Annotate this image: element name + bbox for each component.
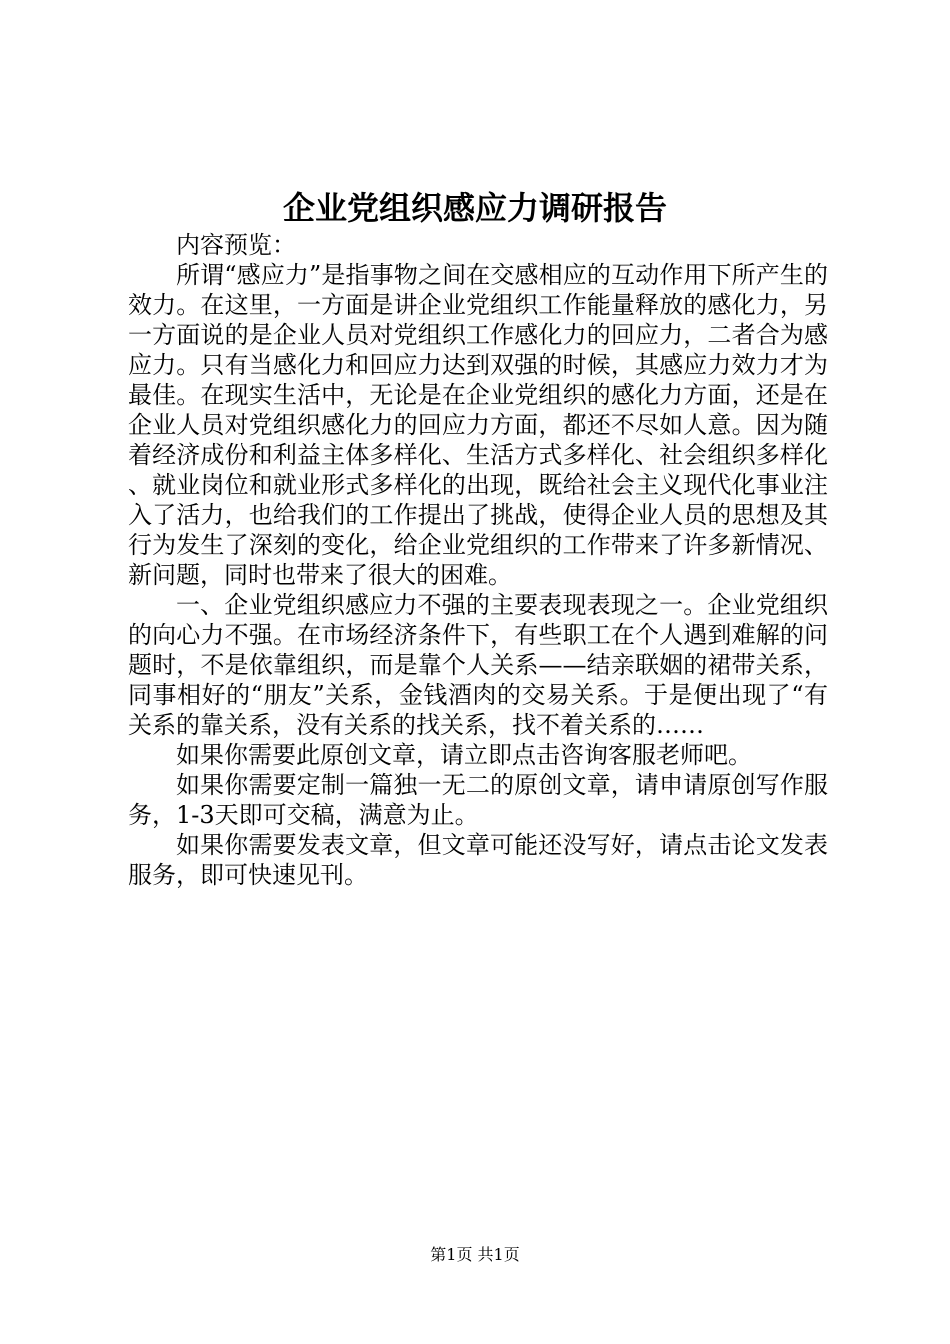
publishing-service-notice: 如果你需要发表文章，但文章可能还没写好，请点击论文发表服务，即可快速见刊。 [128, 831, 828, 889]
custom-writing-notice: 如果你需要定制一篇独一无二的原创文章，请申请原创写作服务，1-3天即可交稿，满意为止。 [128, 771, 828, 829]
preview-label: 内容预览： [176, 231, 296, 259]
page-footer: 第1页 共1页 [430, 1245, 520, 1264]
document-body [128, 230, 828, 890]
intro-paragraph: 所谓“感应力”是指事物之间在交感相应的互动作用下所产生的效力。在这里，一方面是讲企业党组织工作能量释放的感化力，另一方面说的是企业人员对党组织工作感化力的回应力，二者合为感应力。只有当感化力和回应力达到双强的时候，其感应力效力才为最佳。在现实生活中，无论是在企业党组织的感化力方面，还是在企业人员对党组织感化力的回应力方面，都还不尽如人意。因为随着经济成份和利益主体多样化、生活方式多样化、社会组织多样化、就业岗位和就业形式多样化的出现，既给社会主义现代化事业注入了活力，也给我们的工作提出了挑战，使得企业人员的思想及其行为发生了深刻的变化，给企业党组织的工作带来了许多新情况、新问题，同时也带来了很大的困难。 [128, 261, 828, 589]
original-article-notice: 如果你需要此原创文章，请立即点击咨询客服老师吧。 [176, 741, 752, 769]
document-title: 企业党组织感应力调研报告 [282, 189, 667, 227]
section-one-paragraph: 一、企业党组织感应力不强的主要表现表现之一。企业党组织的向心力不强。在市场经济条件下，有些职工在个人遇到难解的问题时，不是依靠组织，而是靠个人关系——结亲联姻的裙带关系，同事相好的“朋友”关系，金钱酒肉的交易关系。于是便出现了“有关系的靠关系，没有关系的找关系，找不着关系的…… [128, 591, 828, 739]
